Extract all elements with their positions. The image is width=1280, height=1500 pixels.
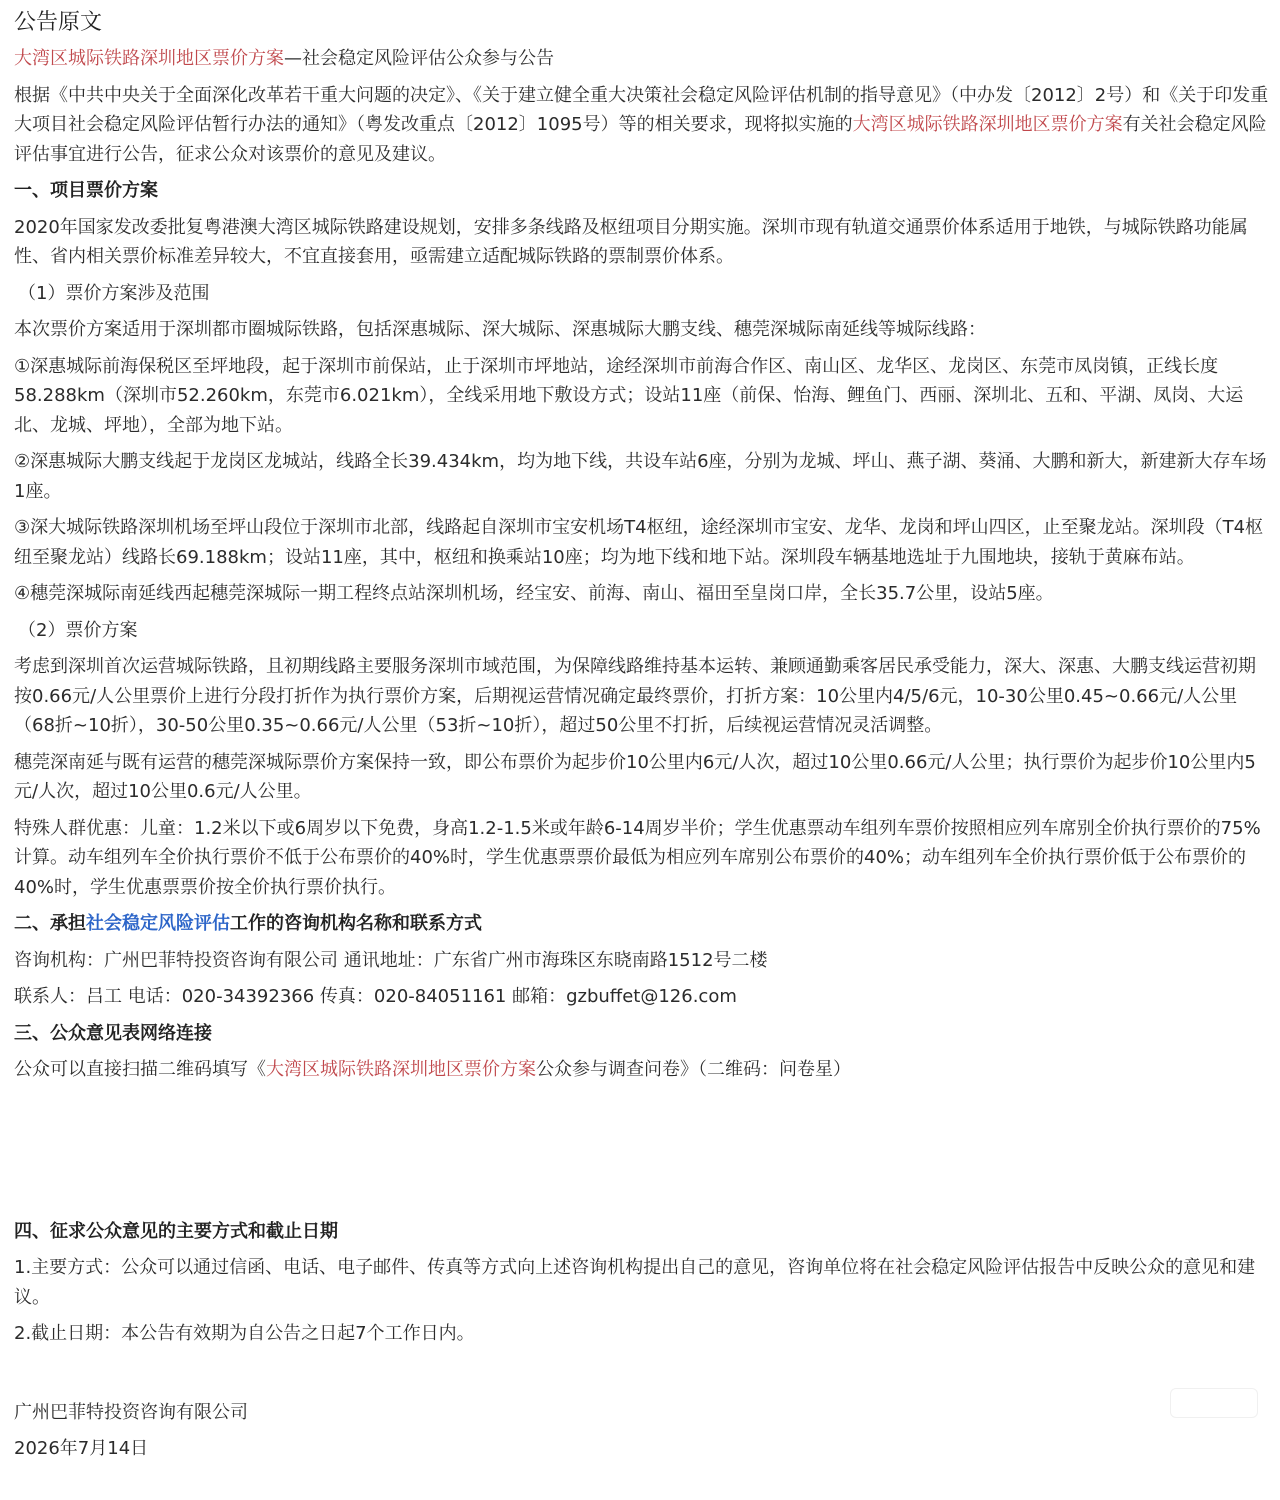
watermark-logo	[1170, 1388, 1258, 1418]
questionnaire-paragraph	[14, 1055, 1272, 1085]
section3-heading: 三、公众意见表网络连接	[14, 1022, 212, 1044]
section2-heading	[14, 909, 1272, 939]
intro-text-after: 有关社会稳定风险评估事宜进行公告，征求公众对该票价的意见及建议。	[14, 114, 1267, 165]
signature-date: 2026年7月14日	[14, 1438, 149, 1459]
contact-info: 联系人：吕工 电话：020-34392366 传真：020-84051161 邮箱：gzbuffet@126.com	[14, 986, 737, 1007]
scope-paragraph: 本次票价方案适用于深圳都市圈城际铁路，包括深惠城际、深大城际、深惠城际大鹏支线、穗莞深城际南延线等城际线路：	[14, 319, 986, 340]
line-item-2: ②深惠城际大鹏支线起于龙岗区龙城站，线路全长39.434km，均为地下线，共设车站6座，分别为龙城、坪山、燕子湖、葵涌、大鹏和新大，新建新大存车场1座。	[14, 451, 1267, 502]
line-item-3: ③深大城际铁路深圳机场至坪山段位于深圳市北部，线路起自深圳市宝安机场T4枢纽，途经深圳市宝安、龙华、龙岗和坪山四区，止至聚龙站。深圳段（T4枢纽至聚龙站）线路长69.188km；设站11座，其中，枢纽和换乘站10座；均为地下线和地下站。深圳段车辆基地选址于九围地块，接轨于黄麻布站。	[14, 517, 1264, 568]
fare-paragraph-2: 穗莞深南延与既有运营的穗莞深城际票价方案保持一致，即公布票价为起步价10公里内6元/人次，超过10公里0.66元/人公里；执行票价为起步价10公里内5元/人次，超过10公里0.6元/人公里。	[14, 751, 1256, 802]
intro-paragraph	[14, 81, 1272, 170]
section2-heading-before: 二、承担	[14, 913, 86, 934]
line-item-4: ④穗莞深城际南延线西起穗莞深城际一期工程终点站深圳机场，经宝安、前海、南山、福田至皇岗口岸，全长35.7公里，设站5座。	[14, 583, 1054, 604]
section1-heading: 一、项目票价方案	[14, 180, 158, 201]
fare-paragraph-1: 考虑到深圳首次运营城际铁路，且初期线路主要服务深圳市域范围，为保障线路维持基本运转、兼顾通勤乘客居民承受能力，深大、深惠、大鹏支线运营初期按0.66元/人公里票价上进行分段打折作为执行票价方案，后期视运营情况确定最终票价，打折方案：10公里内4/5/6元，10-30公里0.45~0.66元/人公里（68折~10折），30-50公里0.35~0.66元/人公里（53折~10折），超过50公里不打折，后续视运营情况灵活调整。	[14, 656, 1256, 736]
deadline-item: 2.截止日期：本公告有效期为自公告之日起7个工作日内。	[14, 1323, 475, 1344]
headline-link[interactable]: 大湾区城际铁路深圳地区票价方案	[14, 48, 284, 69]
spacer	[14, 1356, 1272, 1398]
questionnaire-link[interactable]: 大湾区城际铁路深圳地区票价方案	[266, 1059, 536, 1080]
section1-subheading-fare: （2）票价方案	[18, 619, 138, 641]
headline-rest: —社会稳定风险评估公众参与公告	[284, 48, 554, 69]
fare-paragraph-3: 特殊人群优惠：儿童：1.2米以下或6周岁以下免费，身高1.2-1.5米或年龄6-14周岁半价；学生优惠票动车组列车票价按照相应列车席别全价执行票价的75%计算。动车组列车全价执行票价不低于公布票价的40%时，学生优惠票票价最低为相应列车席别公布票价的40%；动车组列车全价执行票价低于公布票价的40%时，学生优惠票票价按全价执行票价执行。	[14, 817, 1261, 898]
line-item-1: ①深惠城际前海保税区至坪地段，起于深圳市前保站，止于深圳市坪地站，途经深圳市前海合作区、南山区、龙华区、龙岗区、东莞市凤岗镇，正线长度58.288km（深圳市52.260km，东莞市6.021km），全线采用地下敷设方式；设站11座（前保、怡海、鲤鱼门、西丽、深圳北、五和、平湖、凤岗、大运北、龙城、坪地），全部为地下站。	[14, 355, 1244, 436]
section2-heading-link[interactable]: 社会稳定风险评估	[86, 913, 230, 934]
section4-heading: 四、征求公众意见的主要方式和截止日期	[14, 1220, 338, 1242]
section1-paragraph: 2020年国家发改委批复粤港澳大湾区城际铁路建设规划，安排多条线路及枢纽项目分期实施。深圳市现有轨道交通票价体系适用于地铁，与城际铁路功能属性、省内相关票价标准差异较大，不宜直接套用，亟需建立适配城际铁路的票制票价体系。	[14, 216, 1248, 267]
intro-link[interactable]: 大湾区城际铁路深圳地区票价方案	[852, 114, 1123, 135]
headline	[14, 44, 1272, 74]
page-title: 公告原文	[14, 10, 103, 35]
section2-heading-after: 工作的咨询机构名称和联系方式	[230, 913, 482, 934]
spacer	[14, 1092, 1272, 1217]
section1-subheading-scope: （1）票价方案涉及范围	[18, 282, 210, 304]
signature-company: 广州巴菲特投资咨询有限公司	[14, 1401, 248, 1423]
intro-text-before: 根据《中共中央关于全面深化改革若干重大问题的决定》、《关于建立健全重大决策社会稳定风险评估机制的指导意见》（中办发〔2012〕2号）和《关于印发重大项目社会稳定风险评估暂行办法的通知》（粤发改重点〔2012〕1095号）等的相关要求，现将拟实施的	[14, 84, 1269, 135]
consulting-org: 咨询机构：广州巴菲特投资咨询有限公司 通讯地址：广东省广州市海珠区东晓南路1512号二楼	[14, 949, 768, 971]
questionnaire-text-before: 公众可以直接扫描二维码填写《	[14, 1059, 266, 1080]
questionnaire-text-after: 公众参与调查问卷》（二维码：问卷星）	[536, 1059, 851, 1080]
method-item: 1.主要方式：公众可以通过信函、电话、电子邮件、传真等方式向上述咨询机构提出自己的意见，咨询单位将在社会稳定风险评估报告中反映公众的意见和建议。	[14, 1257, 1256, 1308]
